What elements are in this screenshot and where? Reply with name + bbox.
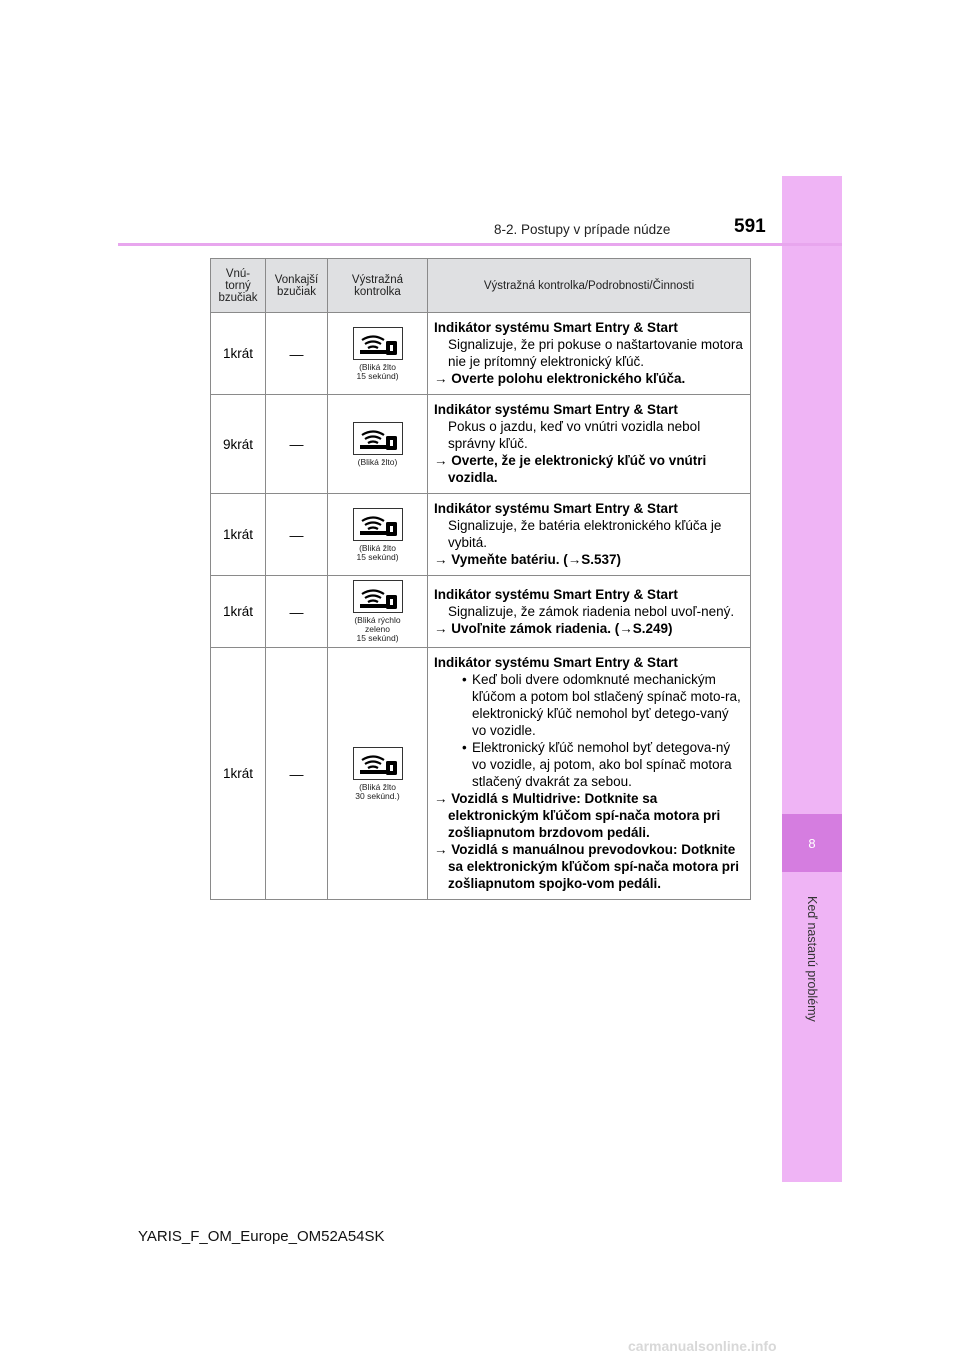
warning-light-cell: [328, 395, 428, 494]
indicator-description: Signalizuje, že batéria elektronického kľúča je vybitá.: [448, 518, 722, 550]
indicator-title: Indikátor systému Smart Entry & Start: [434, 655, 678, 670]
header-external-buzzer-text: Vonkajší bzučiak: [274, 273, 319, 298]
table-row: [211, 648, 751, 900]
warning-table: [210, 258, 751, 900]
action-item: → Vozidlá s Multidrive: Dotknite sa elektronickým kľúčom spí-nača motora pri zošliapnutom brzdovom pedáli.: [434, 791, 721, 840]
warning-light-caption: (Bliká žlto 15 sekúnd): [356, 542, 399, 562]
smart-key-icon: [357, 511, 399, 537]
indicator-title: Indikátor systému Smart Entry & Start: [434, 586, 678, 602]
details-cell: [428, 576, 751, 648]
external-buzzer-value: —: [266, 576, 328, 648]
internal-buzzer-count: 9krát: [211, 395, 266, 494]
warning-light-box: [353, 422, 403, 455]
chapter-title: Keď nastanú problémy: [805, 896, 819, 1022]
action-item: → Uvoľnite zámok riadenia. (→S.249): [434, 620, 673, 636]
smart-key-icon: [357, 584, 399, 610]
details-cell: [428, 313, 751, 395]
details-cell: [428, 395, 751, 494]
condition-list: [434, 671, 746, 790]
warning-light-box: [353, 508, 403, 541]
smart-key-icon: [357, 330, 399, 356]
external-buzzer-value: —: [266, 648, 328, 900]
warning-light-caption: (Bliká žlto): [357, 456, 398, 467]
indicator-description: Signalizuje, že pri pokuse o naštartovanie motora nie je prítomný elektronický kľúč.: [448, 337, 743, 369]
page-number: 591: [734, 216, 766, 237]
action-item: → Vozidlá s manuálnou prevodovkou: Dotknite sa elektronickým kľúčom spí-nača motora pri zošliapnutom spojko-vom pedáli.: [434, 842, 740, 891]
warning-light-box: [353, 747, 403, 780]
table-header-row: [211, 259, 751, 313]
internal-buzzer-count: 1krát: [211, 576, 266, 648]
header-warning-light: [328, 259, 428, 313]
smart-key-icon: [357, 750, 399, 776]
warning-light-box: [353, 327, 403, 360]
table-row: [211, 395, 751, 494]
warning-light-cell: [328, 313, 428, 395]
header-divider: [118, 243, 842, 246]
indicator-title: Indikátor systému Smart Entry & Start: [434, 402, 678, 417]
chapter-side-tab: [782, 176, 842, 1182]
table-row: [211, 313, 751, 395]
section-title: 8-2. Postupy v prípade núdze: [494, 222, 671, 237]
warning-light-cell: [328, 648, 428, 900]
external-buzzer-value: —: [266, 313, 328, 395]
table-row: [211, 494, 751, 576]
indicator-title: Indikátor systému Smart Entry & Start: [434, 501, 678, 516]
internal-buzzer-count: 1krát: [211, 494, 266, 576]
warning-light-caption: (Bliká žlto 30 sekúnd.): [355, 781, 400, 801]
chapter-number: 8: [782, 814, 842, 872]
header-internal-buzzer: [211, 259, 266, 313]
warning-light-cell: [328, 576, 428, 648]
indicator-title: Indikátor systému Smart Entry & Start: [434, 320, 678, 335]
action-item: → Vymeňte batériu. (→S.537): [434, 552, 622, 567]
action-item: → Overte polohu elektronického kľúča.: [434, 371, 686, 386]
header-details: [428, 259, 751, 313]
external-buzzer-value: —: [266, 395, 328, 494]
warning-light-box: [353, 580, 403, 613]
internal-buzzer-count: 1krát: [211, 313, 266, 395]
condition-item: • Elektronický kľúč nemohol byť detegova-ný vo vozidle, aj potom, ako bol spínač motora stlačený dvakrát za sebou.: [462, 739, 746, 790]
details-cell: [428, 494, 751, 576]
header-external-buzzer: [266, 259, 328, 313]
watermark: carmanualsonline.info: [628, 1338, 777, 1354]
header-internal-buzzer-text: Vnú- torný bzučiak: [218, 267, 258, 304]
condition-item: • Keď boli dvere odomknuté mechanickým kľúčom a potom bol stlačený spínač moto-ra, elektronický kľúč nemohol byť detego-vaný vo vozidle.: [462, 671, 746, 739]
internal-buzzer-count: 1krát: [211, 648, 266, 900]
smart-key-icon: [357, 425, 399, 451]
header-warning-light-text: Výstražná kontrolka: [351, 273, 404, 298]
header-details-text: Výstražná kontrolka/Podrobnosti/Činnosti: [483, 279, 695, 292]
action-item: → Overte, že je elektronický kľúč vo vnútri vozidla.: [434, 453, 707, 485]
external-buzzer-value: —: [266, 494, 328, 576]
warning-light-caption: (Bliká rýchlo zeleno 15 sekúnd): [354, 615, 401, 643]
indicator-description: Pokus o jazdu, keď vo vnútri vozidla nebol správny kľúč.: [448, 419, 701, 451]
warning-light-caption: (Bliká žlto 15 sekúnd): [356, 361, 399, 381]
details-cell: [428, 648, 751, 900]
indicator-description: Signalizuje, že zámok riadenia nebol uvoľ-nený.: [448, 603, 735, 619]
document-code: YARIS_F_OM_Europe_OM52A54SK: [138, 1228, 385, 1245]
table-row: [211, 576, 751, 648]
warning-light-cell: [328, 494, 428, 576]
